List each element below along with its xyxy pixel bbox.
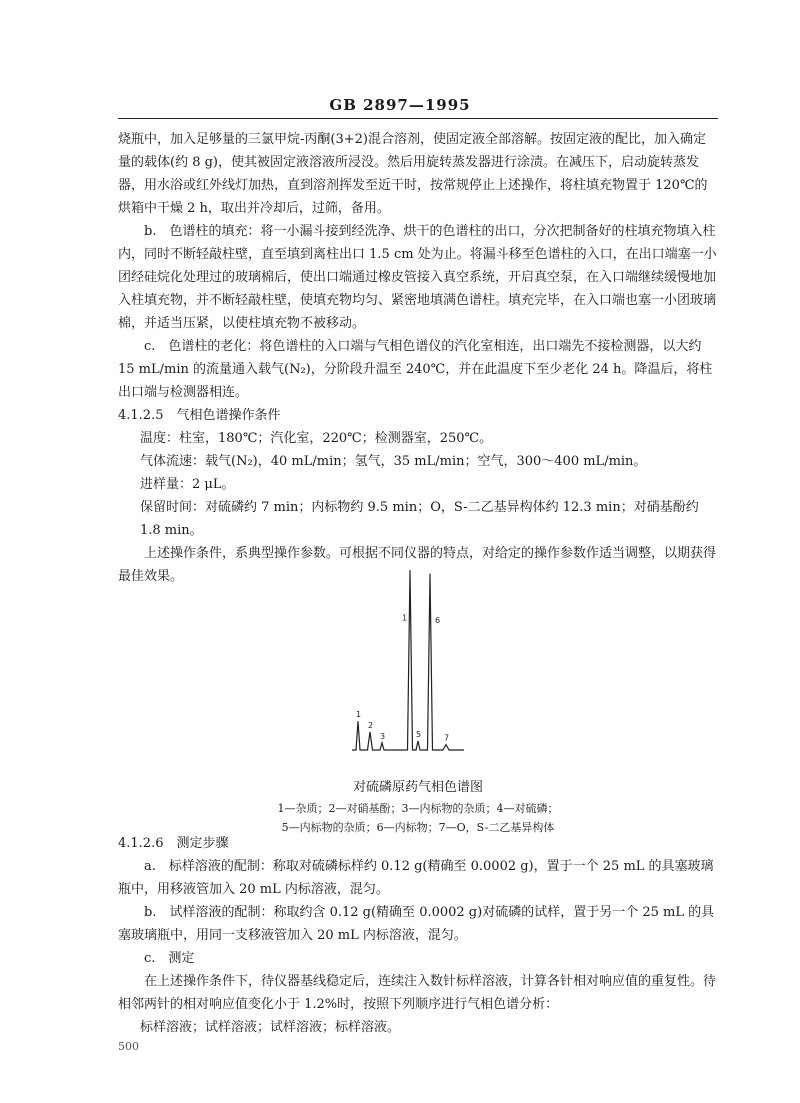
section-4126-heading: 4.1.2.6 测定步骤 [118, 836, 229, 851]
step-c-order: 标样溶液；试样溶液；试样溶液；标样溶液。 [140, 1020, 401, 1035]
figure-legend-line-2: 5—内标物的杂质；6—内标物；7—O，S-二乙基异构体 [281, 821, 555, 834]
page-number: 500 [118, 1040, 139, 1053]
condition-gas-flow: 气体流速：载气(N₂)，40 mL/min；氢气，35 mL/min；空气，300～400 mL/min。 [140, 454, 647, 469]
condition-temperature: 温度：柱室，180℃；汽化室，220℃；检测器室，250℃。 [140, 431, 493, 446]
condition-retention: 保留时间：对硫磷约 7 min；内标物约 9.5 min；O，S-二乙基异构体约 12.3 min；对硝基酚约 1.8 min。 [140, 500, 699, 538]
step-c-heading: c. 测定 [144, 951, 195, 966]
peak-label-5: 5 [416, 730, 422, 739]
paragraph-b-column-packing: b. 色谱柱的填充：将一小漏斗接到经洗净、烘干的色谱柱的出口，分次把制备好的柱填充物填入柱内，同时不断轻敲柱壁，直至填到离柱出口 1.5 cm 处为止。将漏斗移至色谱柱的入口，在出口端塞一小团经硅烷化处理过的玻璃棉后，使出口端通过橡皮管接入真空系统，开启真空泵，在入口端继续缓慢地加入柱填充物，并不断轻敲柱壁，使填充物均匀、紧密地填满色谱柱。填充完毕，在入口端也塞一小团玻璃棉，并适当压紧，以使柱填充物不被移动。 [118, 224, 717, 331]
step-b-sample-solution: b. 试样溶液的配制：称取约含 0.12 g(精确至 0.0002 g)对硫磷的试样，置于另一个 25 mL 的具塞玻璃瓶中，用同一支移液管加入 20 mL 内标溶液，混匀。 [118, 905, 715, 943]
peak-label-6: 6 [435, 615, 441, 625]
standard-header: GB 2897—1995 [329, 96, 471, 114]
peak-label-3: 3 [380, 731, 386, 741]
peak-label-2: 2 [368, 721, 374, 730]
peak-label-1: 1 [356, 710, 362, 720]
body-top [118, 128, 718, 588]
step-c-text: 在上述操作条件下，待仪器基线稳定后，连续注入数针标样溶液，计算各针相对响应值的重复性。待相邻两针的相对响应值变化小于 1.2%时，按照下列顺序进行气相色谱分析： [118, 974, 717, 1012]
paragraph-c-column-aging: c. 色谱柱的老化：将色谱柱的入口端与气相色谱仪的汽化室相连，出口端先不接检测器，以大约 15 mL/min 的流量通入载气(N₂)，分阶段升温至 240℃，并在此温度下至少老化 24 h。降温后，将柱出口端与检测器相连。 [118, 339, 713, 400]
header-rule [118, 118, 718, 119]
peak-label-7: 7 [444, 733, 450, 743]
paragraph-1: 烧瓶中，加入足够量的三氯甲烷-丙酮(3+2)混合溶剂，使固定液全部溶解。按固定液的配比，加入确定量的载体(约 8 g)，使其被固定液溶液所浸没。然后用旋转蒸发器进行涂渍。在减压下，启动旋转蒸发器，用水浴或红外线灯加热，直到溶剂挥发至近干时，按常规停止上述操作，将柱填充物置于 120℃的烘箱中干燥 2 h，取出并冷却后，过筛，备用。 [118, 132, 708, 216]
condition-injection: 进样量：2 μL。 [140, 477, 235, 492]
peak-label-4: 1 [402, 613, 408, 623]
conditions-note: 上述操作条件，系典型操作参数。可根据不同仪器的特点，对给定的操作参数作适当调整，以期获得最佳效果。 [118, 546, 717, 584]
chromatogram-figure [330, 560, 470, 770]
step-a-standard-solution: a. 标样溶液的配制：称取对硫磷标样约 0.12 g(精确至 0.0002 g)，置于一个 25 mL 的具塞玻璃瓶中，用移液管加入 20 mL 内标溶液，混匀。 [118, 859, 714, 897]
section-4125-heading: 4.1.2.5 气相色谱操作条件 [118, 408, 281, 423]
body-bottom [118, 832, 718, 1039]
figure-legend-line-1: 1—杂质；2—对硝基酚；3—内标物的杂质；4—对硫磷； [277, 802, 559, 815]
figure-title: 对硫磷原药气相色谱图 [352, 780, 483, 795]
